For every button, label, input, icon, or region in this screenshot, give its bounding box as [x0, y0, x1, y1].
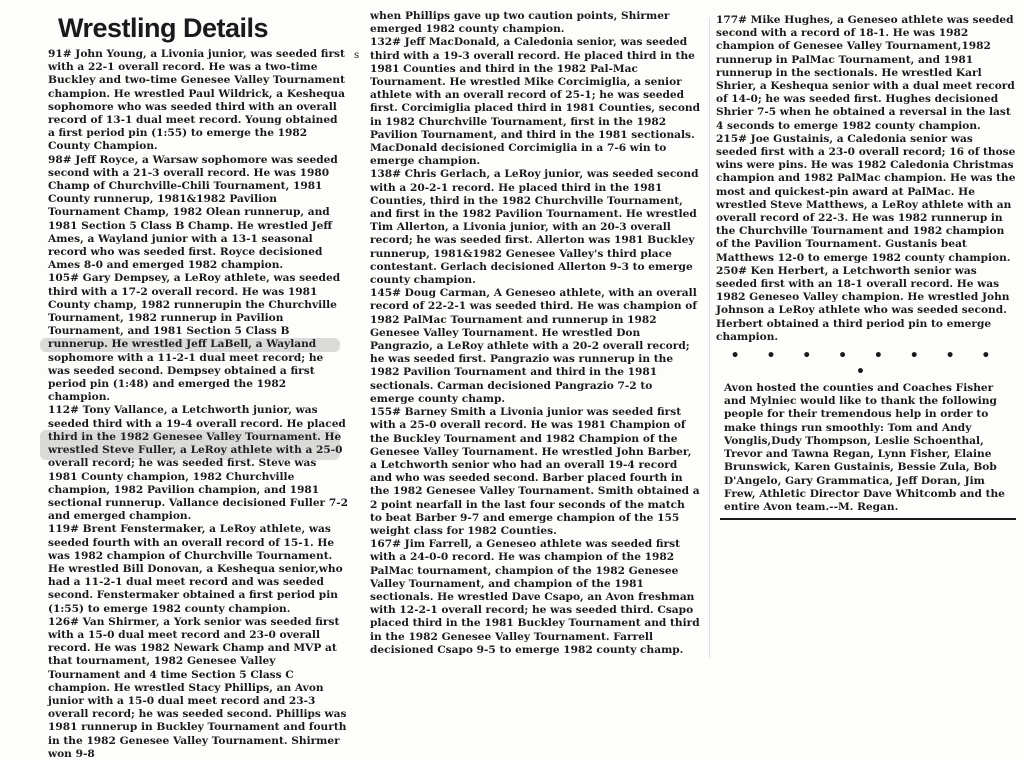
- entry-105: 105# Gary Dempsey, a LeRoy athlete, was seeded third with a 17-2 overall record. He was 1981 County champ, 1982 runnerupin the Churchville Tournament, 1982 runnerup in Pavilion Tournament, and 1981 Section 5 Class B runnerup. He wrestled Jeff LaBell, a Wayland sophomore with a 11-2-1 dual meet record; he was seeded second. Dempsey obtained a first period pin (1:48) and emerged the 1982 champion.: [48, 272, 341, 404]
- entry-98: 98# Jeff Royce, a Warsaw sophomore was seeded second with a 21-3 overall record. He was 1980 Champ of Churchville-Chili Tournament, 1981 County runnerup, 1981&1982 Pavilion Tournament Champ, 1982 Olean runnerup, and 1981 Section 5 Class B Champ. He wrestled Jeff Ames, a Wayland junior with a 13-1 seasonal record who was seeded first. Royce decisioned Ames 8-0 and emerged 1982 champion.: [48, 153, 338, 272]
- acknowledgement: Avon hosted the counties and Coaches Fisher and Mylniec would like to thank the following people for their tremendous help in order to make things run smoothly: Tom and Andy Vonglis,Dudy Thompson, Leslie Schoenthal, Trevor and Tawna Regan, Lynn Fisher, Elaine Brunswick, Karen Gustainis, Bessie Zula, Bob D'Angelo, Gary Grammatica, Jeff Doran, Jim Frew, Athletic Director Dave Whitcomb and the entire Avon team.--M. Regan.: [724, 382, 1005, 513]
- entry-91: 91# John Young, a Livonia junior, was seeded first with a 22-1 overall record. He was a two-time Buckley and two-time Genesee Valley Tournament champion. He wrestled Paul Wildrick, a Keshequa sophomore who was seeded third with an overall record of 13-1 dual meet record. Young obtained a first period pin (1:55) to emerge the 1982 County Champion.: [48, 48, 345, 153]
- dot-separator: • • • • • • • • •: [730, 348, 1002, 381]
- print-smudge: [40, 338, 340, 352]
- entry-177: 177# Mike Hughes, a Geneseo athlete was seeded second with a record of 18-1. He was 1982 champion of Genesee Valley Tournament,1982 runnerup in PalMac Tournament, and 1981 runnerup in the sectionals. He wrestled Karl Shrier, a Keshequa senior with a dual meet record of 14-0; he was seeded first. Hughes decisioned Shrier 7-5 when he obtained a reversal in the last 4 seconds to emerge 1982 county champion.: [716, 14, 1015, 132]
- entry-250: 250# Ken Herbert, a Letchworth senior was seeded first with an 18-1 overall record. He was 1982 Geneseo Valley champion. He wrestled John Johnson a LeRoy athlete who was seeded second. Herbert obtained a third period pin to emerge champion.: [716, 264, 1010, 343]
- entry-167: 167# Jim Farrell, a Geneseo athlete was seeded first with a 24-0-0 record. He was champion of the 1982 PalMac tournament, champion of the 1982 Genesee Valley Tournament, and champion of the 1981 sectionals. He wrestled Dave Csapo, an Avon freshman with 12-2-1 overall record; he was seeded third. Csapo placed third in the 1981 Buckley Tournament and third in the 1982 Genesee Valley Tournament. Farrell decisioned Csapo 9-5 to emerge 1982 county champ.: [370, 538, 700, 656]
- entry-126: 126# Van Shirmer, a York senior was seeded first with a 15-0 dual meet record and 23-0 overall record. He was 1982 Newark Champ and MVP at that tournament, 1982 Genesee Valley Tournament and 4 time Section 5 Class C champion. He wrestled Stacy Phillips, an Avon junior with a 15-0 dual meet record and 23-3 overall record; he was seeded second. Phillips was 1981 runnerup in Buckley Tournament and fourth in the 1982 Genesee Valley Tournament. Shirmer won 9-8: [48, 615, 347, 760]
- entry-132: 132# Jeff MacDonald, a Caledonia senior, was seeded third with a 19-3 overall record. He placed third in the 1981 Counties and third in the 1982 Pal-Mac Tournament. He wrestled Mike Corcimiglia, a senior athlete with an overall record of 25-1; he was seeded first. Corcimiglia placed third in 1981 Counties, second in 1982 Churchville Tournament, first in the 1982 Pavilion Tournament, and third in the 1981 sectionals. MacDonald decisioned Corcimiglia in a 7-6 win to emerge champion.: [370, 36, 701, 168]
- print-smudge: [40, 430, 340, 460]
- article-title: Wrestling Details: [58, 13, 269, 43]
- entry-155: 155# Barney Smith a Livonia junior was seeded first with a 25-0 overall record. He was 1981 Champion of the Buckley Tournament and 1982 Champion of the Genesee Valley Tournament. He wrestled John Barber, a Letchworth senior who had an overall 19-4 record and who was seeded second. Barber placed fourth in the 1982 Genesee Valley Tournament. Smith obtained a 2 point nearfall in the last four seconds of the match to beat Barber 9-7 and emerge champion of the 155 weight class for 1982 Counties.: [370, 406, 700, 537]
- entry-145: 145# Doug Carman, A Geneseo athlete, with an overall record of 22-2-1 was seeded third. He was champion of 1982 PalMac Tournament and runnerup in 1982 Genesee Valley Tournament. He wrestled Don Pangrazio, a LeRoy athlete with a 20-2 overall record; he was seeded first. Pangrazio was runnerup in the 1982 Pavilion Tournament and third in the 1981 sectionals. Carman decisioned Pangrazio 7-2 to emerge county champ.: [370, 287, 697, 405]
- margin-mark: s: [354, 50, 360, 61]
- column-3: [716, 0, 1016, 520]
- entry-119: 119# Brent Fenstermaker, a LeRoy athlete, was seeded fourth with an overall record of 15-1. He was 1982 champion of Churchville Tournament. He wrestled Bill Donovan, a Keshequa senior,who had a 11-2-1 dual meet record and was seeded second. Fenstermaker obtained a first period pin (1:55) to emerge 1982 county champion.: [48, 523, 343, 615]
- entry-215: 215# Joe Gustainis, a Caledonia senior was seeded first with a 23-0 overall record; 16 of those wins were pins. He was 1982 Caledonia Christmas champion and 1982 PalMac champion. He was the most and quickest-pin award at PalMac. He wrestled Steve Matthews, a LeRoy athlete with an overall record of 22-3. He was 1982 runnerup in the Churchville Tournament and 1982 champion of the Pavilion Tournament. Gustanis beat Matthews 12-0 to emerge 1982 county champion.: [716, 132, 1016, 264]
- column-divider: [709, 18, 710, 658]
- entry-126-continued: when Phillips gave up two caution points, Shirmer emerged 1982 county champion.: [370, 10, 670, 36]
- bottom-rule: [720, 518, 1016, 520]
- column-2: [370, 0, 700, 657]
- entry-112: 112# Tony Vallance, a Letchworth junior, was seeded third with a 19-4 overall record. He placed third in the 1982 Genesee Valley Tournament. He wrestled Steve Fuller, a LeRoy athlete with a 25-0 overall record; he was seeded first. Steve was 1981 County champion, 1982 Churchville champion, 1982 Pavilion champion, and 1981 sectional runnerup. Vallance decisioned Fuller 7-2 and emerged champion.: [48, 404, 348, 523]
- column-1: [48, 0, 348, 761]
- entry-138: 138# Chris Gerlach, a LeRoy junior, was seeded second with a 20-2-1 record. He placed third in the 1981 Counties, third in the 1982 Churchville Tournament, and first in the 1982 Pavilion Tournament. He wrestled Tim Allerton, a Livonia junior, with an 20-3 overall record; he was seeded first. Allerton was 1981 Buckley runnerup, 1981&1982 Genesee Valley's third place contestant. Gerlach decisioned Allerton 9-3 to emerge county champion.: [370, 168, 699, 287]
